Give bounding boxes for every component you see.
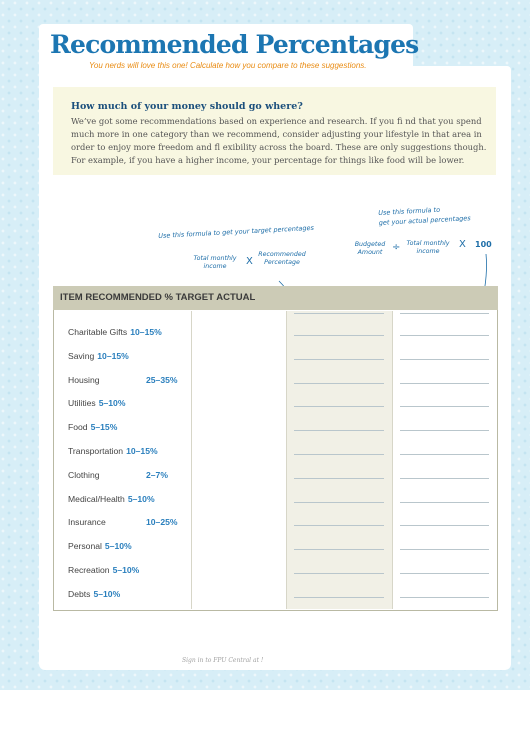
target-formula-note: Use this formula to get your target percentages bbox=[158, 223, 315, 240]
actual-input-line[interactable] bbox=[400, 335, 489, 336]
row-recommended-pct: 5–10% bbox=[104, 541, 132, 551]
actual-input-line[interactable] bbox=[400, 502, 489, 503]
row-item-label: Clothing bbox=[68, 470, 100, 480]
actual-input-line[interactable] bbox=[400, 549, 489, 550]
footer-note: Sign in to FPU Central at ! bbox=[182, 657, 264, 664]
table-row bbox=[68, 351, 129, 365]
row-item-label: Insurance bbox=[68, 517, 106, 527]
row-recommended-pct: 10–15% bbox=[130, 327, 162, 337]
row-item-label: Transportation bbox=[68, 446, 124, 456]
table-row bbox=[68, 565, 139, 579]
column-divider bbox=[191, 311, 192, 609]
row-item-label: Personal bbox=[68, 541, 102, 551]
actual-input-line[interactable] bbox=[400, 383, 489, 384]
table-row bbox=[68, 398, 125, 412]
actual-input-line[interactable] bbox=[400, 406, 489, 407]
row-item-label: Saving bbox=[68, 351, 95, 361]
target-input-line[interactable] bbox=[294, 454, 384, 455]
row-item-label: Housing bbox=[68, 375, 100, 385]
target-input-line[interactable] bbox=[294, 573, 384, 574]
row-item-label: Utilities bbox=[68, 398, 96, 408]
target-input-line[interactable] bbox=[294, 406, 384, 407]
target-input-line[interactable] bbox=[294, 383, 384, 384]
row-recommended-pct: 25–35% bbox=[146, 375, 178, 385]
intro-heading: How much of your money should go where? bbox=[71, 101, 303, 112]
actual-input-line[interactable] bbox=[400, 313, 489, 314]
row-recommended-pct: 2–7% bbox=[146, 470, 168, 480]
target-input-line[interactable] bbox=[294, 525, 384, 526]
row-recommended-pct: 5–10% bbox=[98, 398, 126, 408]
table-row bbox=[68, 327, 162, 341]
row-recommended-pct: 5–10% bbox=[93, 589, 121, 599]
column-divider bbox=[286, 311, 287, 609]
actual-formula-income: Total monthly income bbox=[406, 240, 450, 255]
target-formula-income: Total monthly income bbox=[193, 255, 237, 270]
target-column-shade bbox=[286, 311, 392, 609]
target-formula-multiply: X bbox=[246, 256, 253, 267]
target-input-line[interactable] bbox=[294, 502, 384, 503]
table-header-text: ITEM RECOMMENDED % TARGET ACTUAL bbox=[60, 292, 256, 303]
actual-input-line[interactable] bbox=[400, 454, 489, 455]
table-row bbox=[68, 494, 155, 508]
target-formula-percentage: Recommended Percentage bbox=[258, 251, 306, 266]
actual-formula-note-line2: get your actual percentages bbox=[378, 214, 471, 227]
page-title: Recommended Percentages bbox=[50, 30, 419, 59]
table-row bbox=[68, 589, 120, 603]
page-subtitle: You nerds will love this one! Calculate how you compare to these suggestions. bbox=[89, 61, 367, 70]
target-input-line[interactable] bbox=[294, 549, 384, 550]
intro-body: We’ve got some recommendations based on experience and research. If you fi nd that you spend much more in one category than we recommend, consider adjusting your lifestyle in that area in order to enjoy more freedom and fl exibility across the board. These are only suggestions though. For example, if you have a higher income, your percentage for things like food will be lower. bbox=[71, 116, 487, 165]
row-item-label: Charitable Gifts bbox=[68, 327, 128, 337]
row-item-label: Debts bbox=[68, 589, 91, 599]
row-recommended-pct: 10–25% bbox=[146, 517, 178, 527]
target-input-line[interactable] bbox=[294, 478, 384, 479]
target-input-line[interactable] bbox=[294, 430, 384, 431]
row-item-label: Recreation bbox=[68, 565, 110, 575]
table-row bbox=[68, 517, 178, 531]
row-recommended-pct: 10–15% bbox=[126, 446, 158, 456]
target-input-line[interactable] bbox=[294, 313, 384, 314]
target-input-line[interactable] bbox=[294, 359, 384, 360]
target-input-line[interactable] bbox=[294, 335, 384, 336]
actual-input-line[interactable] bbox=[400, 478, 489, 479]
table-row bbox=[68, 422, 117, 436]
actual-input-line[interactable] bbox=[400, 573, 489, 574]
actual-formula-multiply: X bbox=[459, 239, 466, 250]
row-recommended-pct: 10–15% bbox=[97, 351, 129, 361]
actual-input-line[interactable] bbox=[400, 525, 489, 526]
actual-input-line[interactable] bbox=[400, 359, 489, 360]
actual-formula-note-line1: Use this formula to bbox=[378, 205, 441, 217]
table-row bbox=[68, 541, 132, 555]
table-row bbox=[68, 470, 168, 484]
row-item-label: Food bbox=[68, 422, 88, 432]
table-row bbox=[68, 446, 158, 460]
actual-formula-hundred: 100 bbox=[475, 240, 492, 249]
actual-formula-budgeted: Budgeted Amount bbox=[354, 241, 386, 256]
table-row bbox=[68, 375, 178, 389]
row-recommended-pct: 5–10% bbox=[127, 494, 155, 504]
actual-input-line[interactable] bbox=[400, 597, 489, 598]
actual-formula-divide: ÷ bbox=[392, 242, 401, 253]
row-recommended-pct: 5–10% bbox=[112, 565, 140, 575]
row-item-label: Medical/Health bbox=[68, 494, 125, 504]
actual-input-line[interactable] bbox=[400, 430, 489, 431]
row-recommended-pct: 5–15% bbox=[90, 422, 118, 432]
target-input-line[interactable] bbox=[294, 597, 384, 598]
column-divider bbox=[392, 311, 393, 609]
